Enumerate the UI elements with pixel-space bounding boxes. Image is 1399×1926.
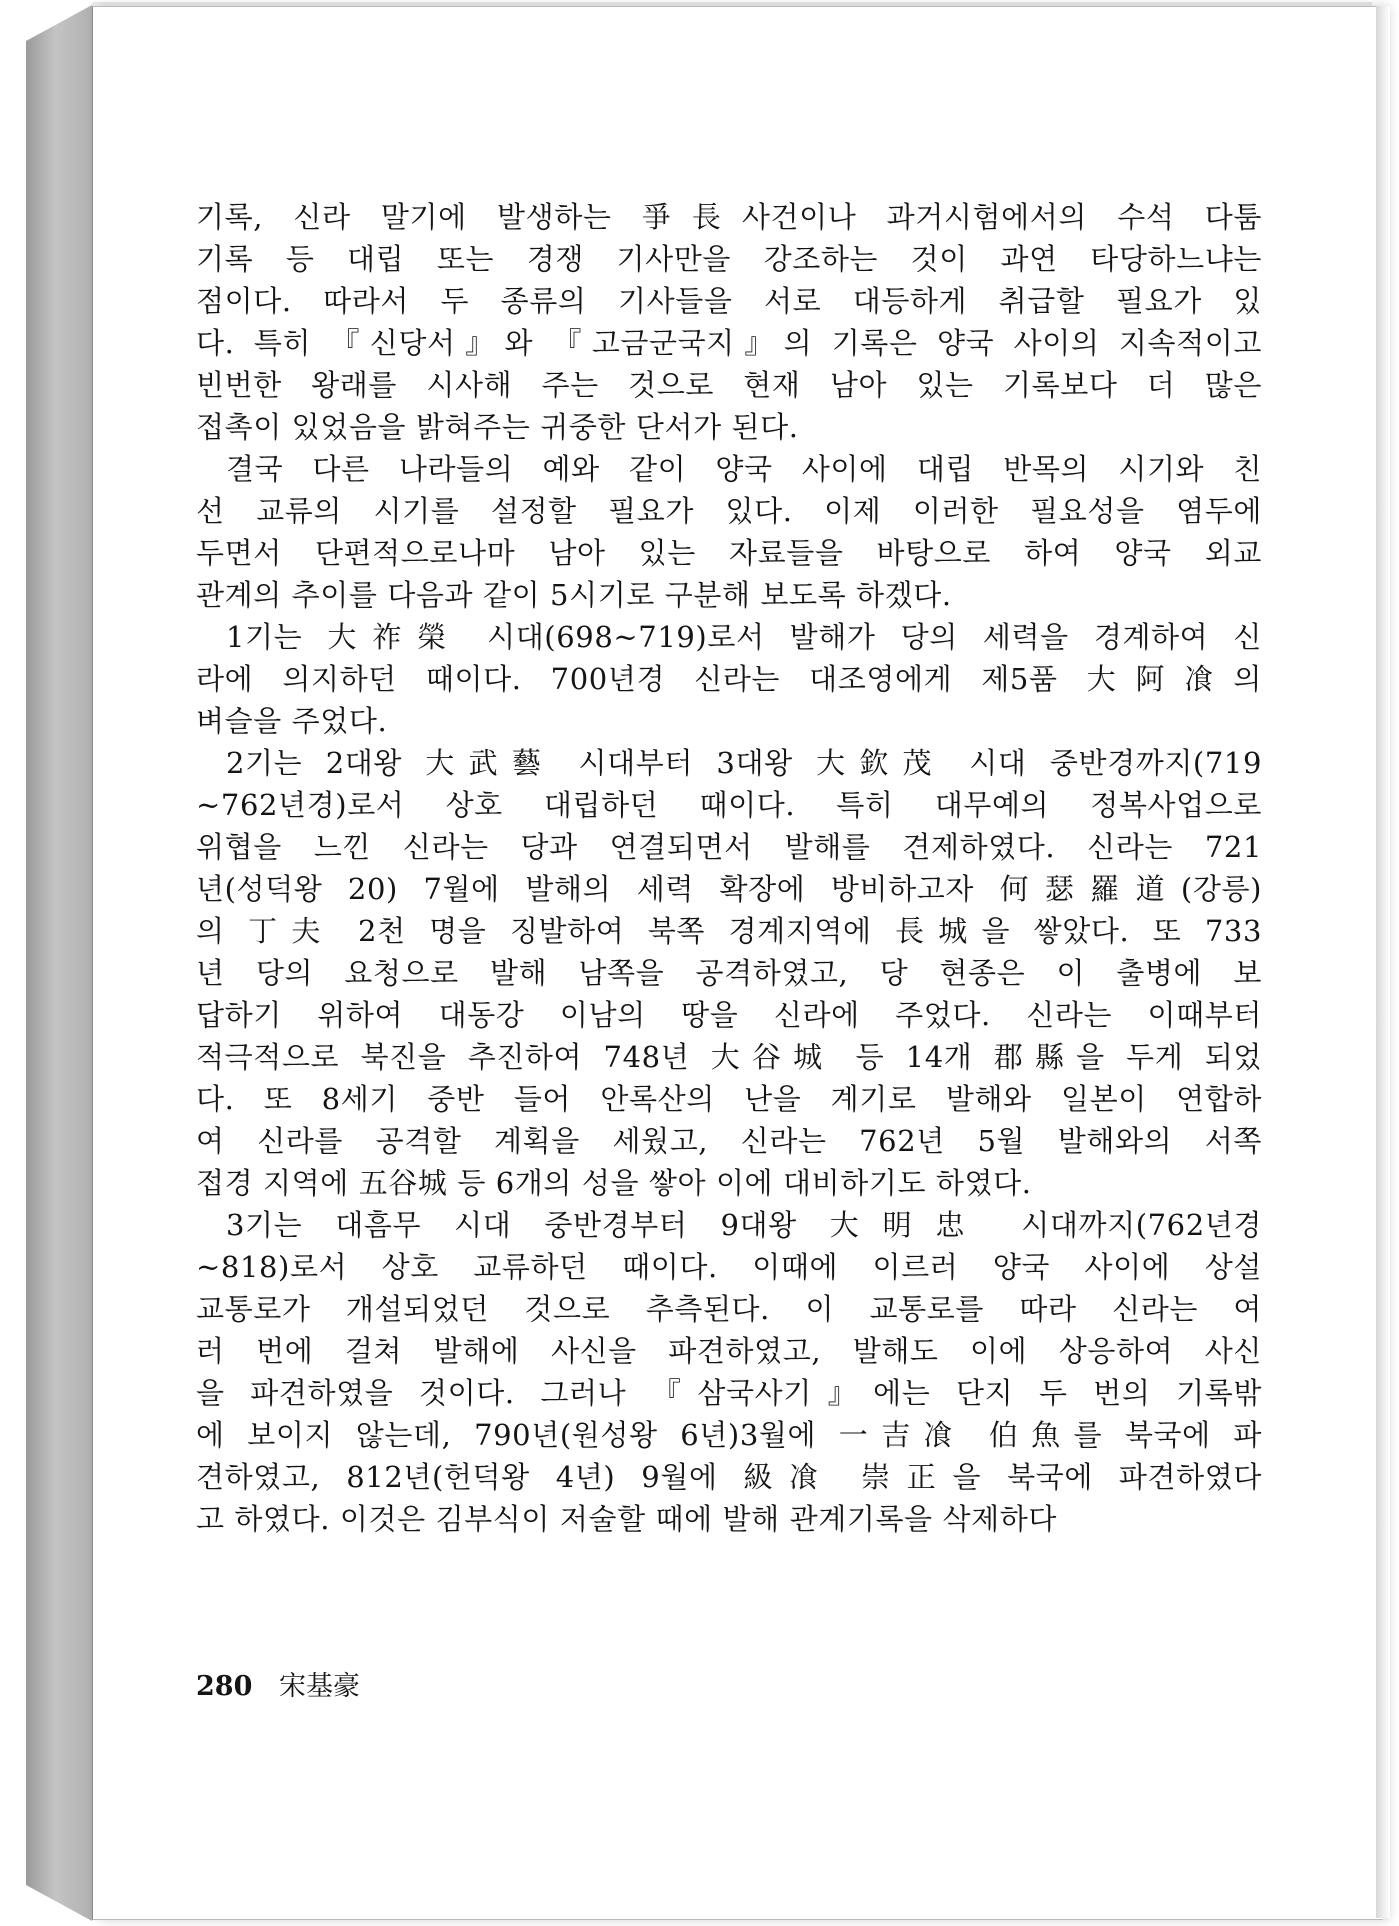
text-line: 러 번에 걸쳐 발해에 사신을 파견하였고, 발해도 이에 상응하여 사신 bbox=[196, 1334, 1262, 1368]
page-footer bbox=[196, 1664, 360, 1703]
text-line: 여 신라를 공격할 계획을 세웠고, 신라는 762년 5월 발해와의 서쪽 bbox=[196, 1124, 1262, 1158]
text-line: 교통로가 개설되었던 것으로 추측된다. 이 교통로를 따라 신라는 여 bbox=[196, 1292, 1262, 1326]
page-right-edge bbox=[1376, 6, 1390, 1918]
text-line: 점이다. 따라서 두 종류의 기사들을 서로 대등하게 취급할 필요가 있 bbox=[196, 284, 1262, 318]
paragraph bbox=[196, 1204, 1262, 1540]
text-line: 3기는 대흠무 시대 중반경부터 9대왕 大明忠 시대까지(762년경 bbox=[226, 1208, 1262, 1242]
text-line: 벼슬을 주었다. bbox=[196, 704, 388, 738]
body-text bbox=[196, 196, 1262, 1540]
text-line: 년(성덕왕 20) 7월에 발해의 세력 확장에 방비하고자 何瑟羅道(강릉) bbox=[196, 872, 1262, 906]
text-line: 을 파견하였을 것이다. 그러나 『삼국사기』에는 단지 두 번의 기록밖 bbox=[196, 1376, 1262, 1410]
text-line: 위협을 느낀 신라는 당과 연결되면서 발해를 견제하였다. 신라는 721 bbox=[196, 830, 1262, 864]
text-line: 견하였고, 812년(헌덕왕 4년) 9월에 級飡 崇正을 북국에 파견하였다 bbox=[196, 1460, 1262, 1494]
text-line: 두면서 단편적으로나마 남아 있는 자료들을 바탕으로 하여 양국 외교 bbox=[196, 536, 1262, 570]
text-line: ~818)로서 상호 교류하던 때이다. 이때에 이르러 양국 사이에 상설 bbox=[196, 1250, 1262, 1284]
paragraph bbox=[196, 616, 1262, 742]
text-line: 고 하였다. 이것은 김부식이 저술할 때에 발해 관계기록을 삭제하다 bbox=[196, 1502, 1057, 1536]
text-line: 2기는 2대왕 大武藝 시대부터 3대왕 大欽茂 시대 중반경까지(719 bbox=[226, 746, 1262, 780]
text-line: 기록, 신라 말기에 발생하는 爭長사건이나 과거시험에서의 수석 다툼 bbox=[196, 200, 1262, 234]
text-line: 다. 특히 『신당서』와 『고금군국지』의 기록은 양국 사이의 지속적이고 bbox=[196, 326, 1262, 360]
page-number: 280 bbox=[196, 1671, 253, 1702]
book-spine bbox=[26, 5, 92, 1921]
text-line: ~762년경)로서 상호 대립하던 때이다. 특히 대무예의 정복사업으로 bbox=[196, 788, 1262, 822]
paragraph bbox=[196, 742, 1262, 1204]
text-line: 다. 또 8세기 중반 들어 안록산의 난을 계기로 발해와 일본이 연합하 bbox=[196, 1082, 1262, 1116]
text-line: 기록 등 대립 또는 경쟁 기사만을 강조하는 것이 과연 타당하느냐는 bbox=[196, 242, 1262, 276]
text-line: 관계의 추이를 다음과 같이 5시기로 구분해 보도록 하겠다. bbox=[196, 578, 952, 612]
text-line: 라에 의지하던 때이다. 700년경 신라는 대조영에게 제5품 大阿飡의 bbox=[196, 662, 1262, 696]
text-line: 접촉이 있었음을 밝혀주는 귀중한 단서가 된다. bbox=[196, 410, 799, 444]
paragraph bbox=[196, 448, 1262, 616]
text-line: 빈번한 왕래를 시사해 주는 것으로 현재 남아 있는 기록보다 더 많은 bbox=[196, 368, 1262, 402]
text-line: 에 보이지 않는데, 790년(원성왕 6년)3월에 一吉飡 伯魚를 북국에 파 bbox=[196, 1418, 1262, 1452]
text-line: 년 당의 요청으로 발해 남쪽을 공격하였고, 당 현종은 이 출병에 보 bbox=[196, 956, 1262, 990]
text-line: 선 교류의 시기를 설정할 필요가 있다. 이제 이러한 필요성을 염두에 bbox=[196, 494, 1262, 528]
text-line: 답하기 위하여 대동강 이남의 땅을 신라에 주었다. 신라는 이때부터 bbox=[196, 998, 1262, 1032]
text-line: 1기는 大祚榮 시대(698~719)로서 발해가 당의 세력을 경계하여 신 bbox=[226, 620, 1262, 654]
text-line: 적극적으로 북진을 추진하여 748년 大谷城 등 14개 郡縣을 두게 되었 bbox=[196, 1040, 1262, 1074]
text-line: 의 丁夫 2천 명을 징발하여 북쪽 경계지역에 長城을 쌓았다. 또 733 bbox=[196, 914, 1262, 948]
author-name: 宋基豪 bbox=[278, 1671, 360, 1702]
paragraph bbox=[196, 196, 1262, 448]
text-line: 접경 지역에 五谷城 등 6개의 성을 쌓아 이에 대비하기도 하였다. bbox=[196, 1166, 1032, 1200]
text-line: 결국 다른 나라들의 예와 같이 양국 사이에 대립 반목의 시기와 친 bbox=[226, 452, 1262, 486]
